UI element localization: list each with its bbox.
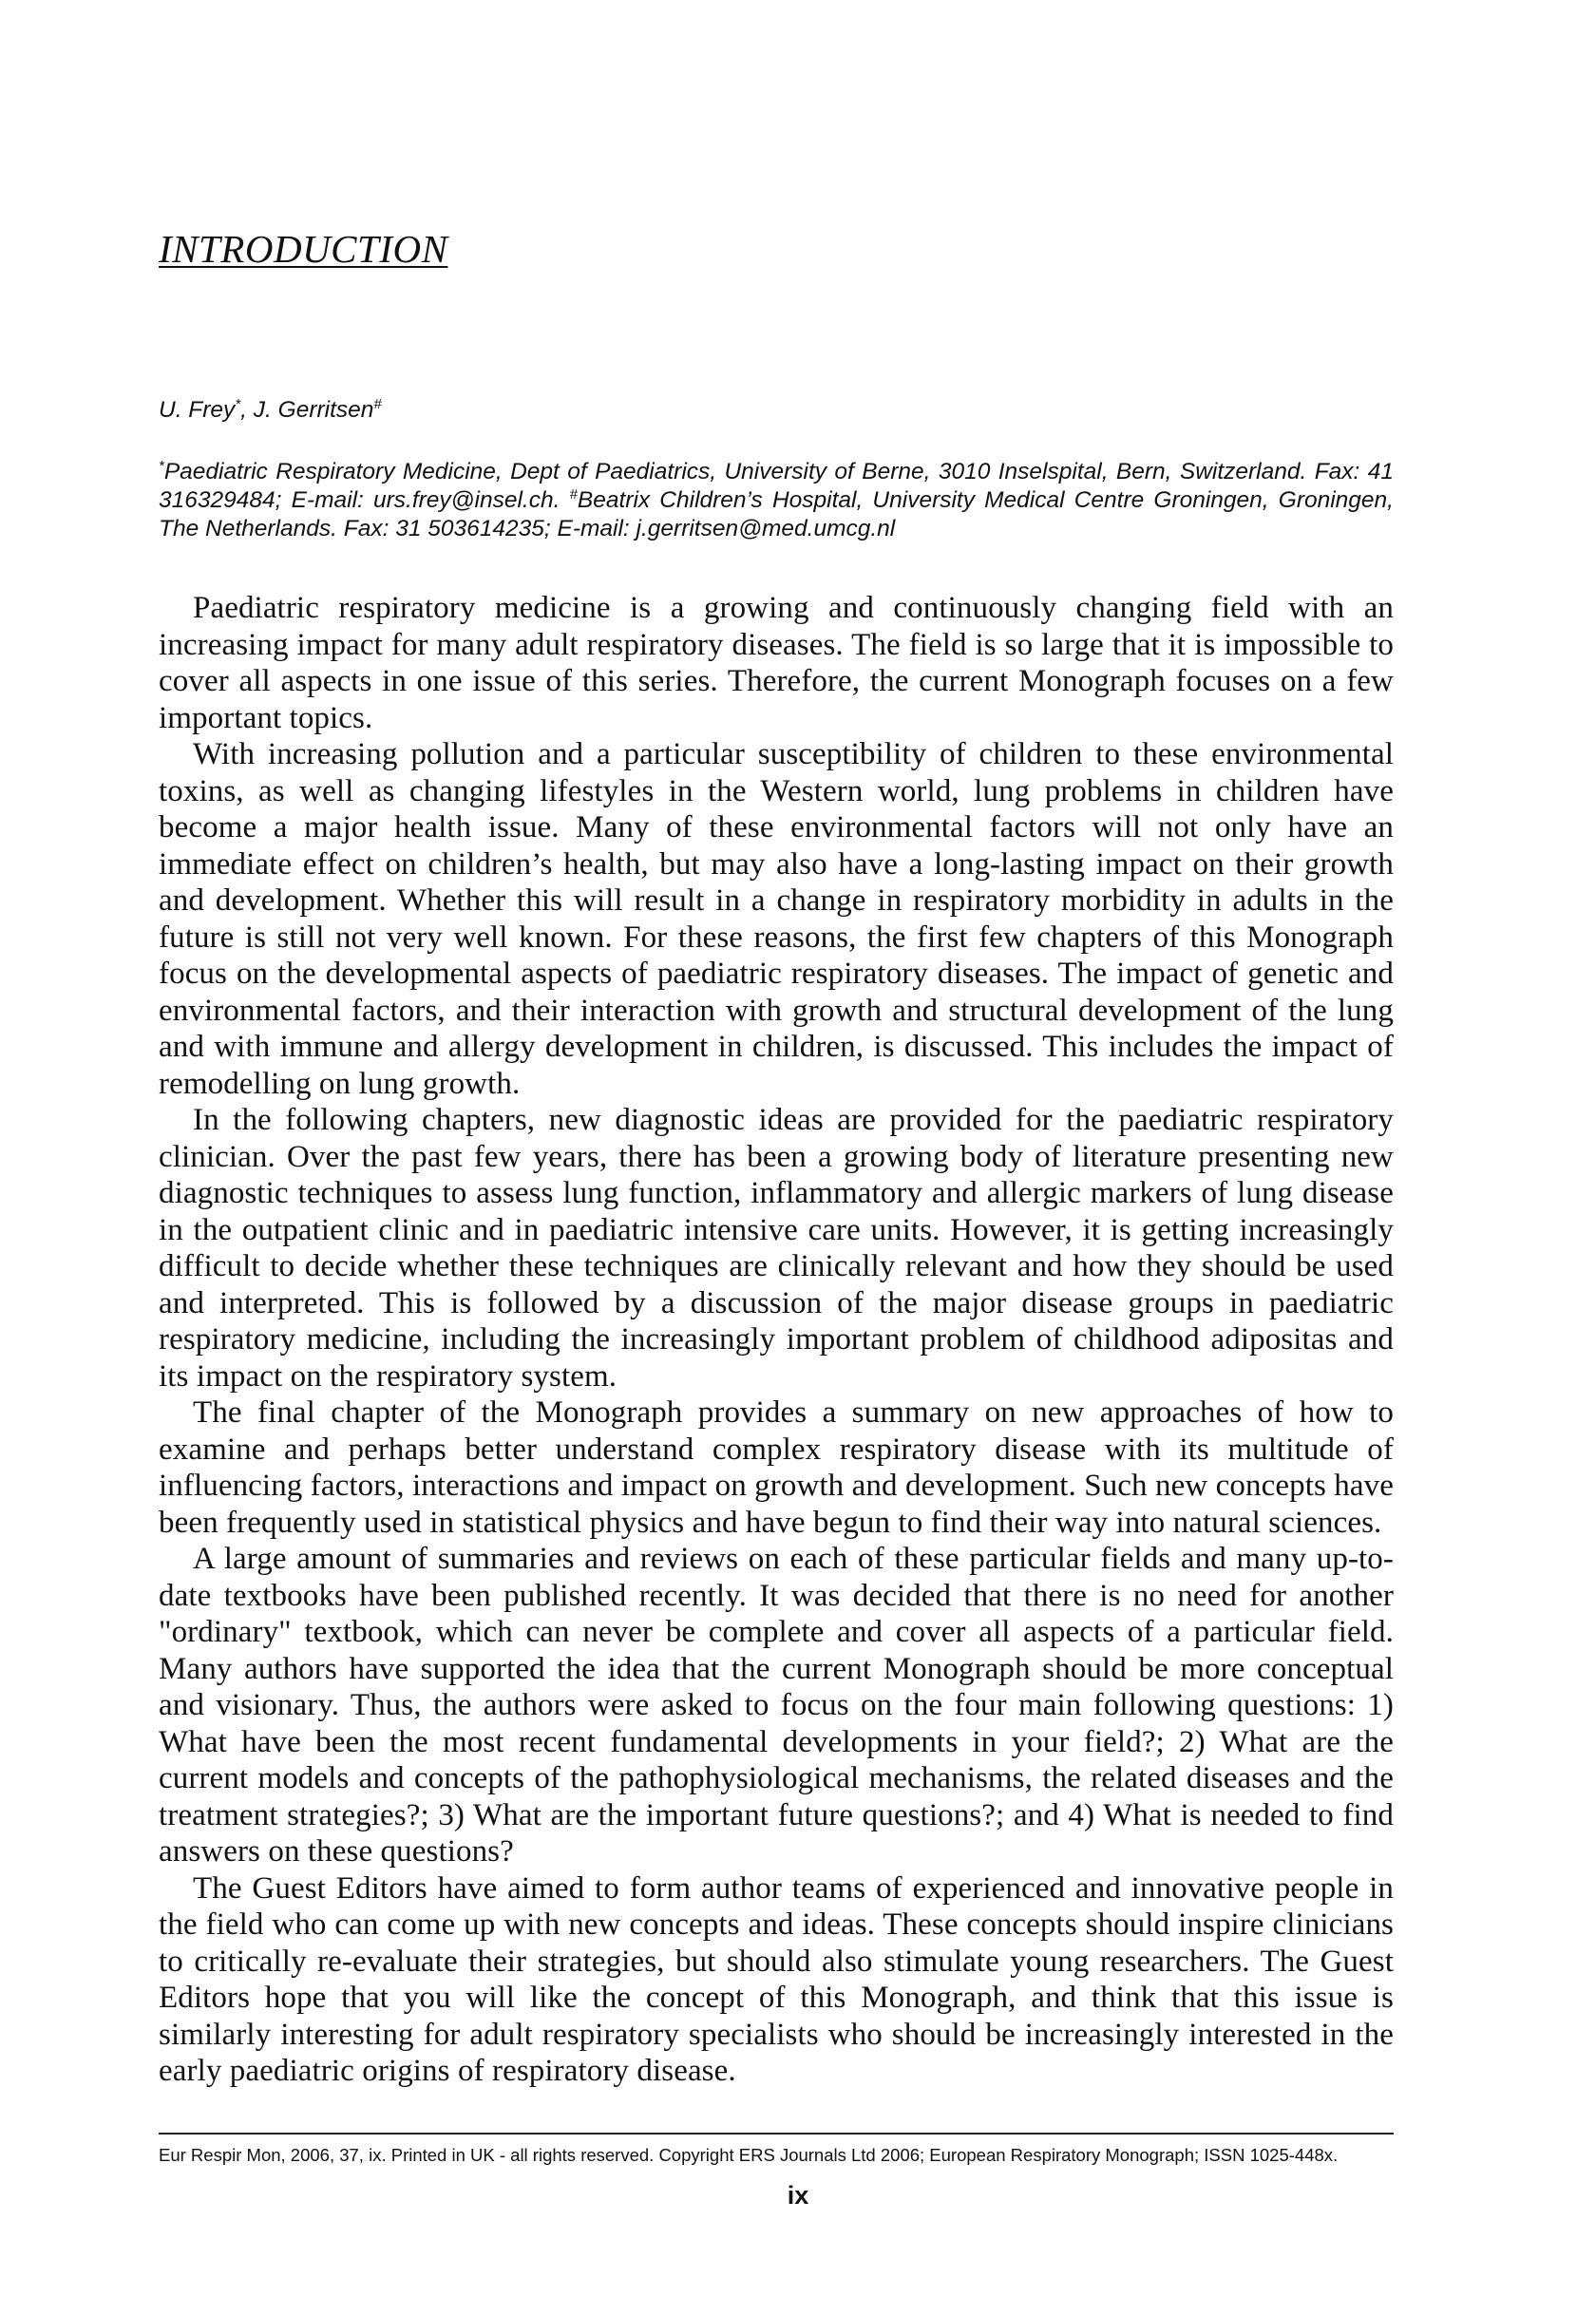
author-name: U. Frey xyxy=(159,397,236,423)
affiliation-text: Paediatric Respiratory Medicine, Dept of Paediatrics, University of Berne, 3010 Inselspital, Bern, Switzerland. Fax: 41 316329484; E-mail: urs.frey@insel.ch. xyxy=(159,459,1394,513)
footer-divider xyxy=(159,2133,1394,2135)
body-paragraph: With increasing pollution and a particular susceptibility of children to these environmental toxins, as well as changing lifestyles in the Western world, lung problems in children have become a major health issue. Many of these environmental factors will not only have an immediate effect on children’s health, but may also have a long-lasting impact on their growth and development. Whether this will result in a change in respiratory morbidity in adults in the future is still not very well known. For these reasons, the first few chapters of this Monograph focus on the developmental aspects of paediatric respiratory diseases. The impact of genetic and environmental factors, and their interaction with growth and structural development of the lung and with immune and allergy development in children, is discussed. This includes the impact of remodelling on lung growth. xyxy=(159,737,1394,1101)
page-number: ix xyxy=(787,2181,809,2210)
page-title: INTRODUCTION xyxy=(159,227,448,271)
author-mark: * xyxy=(235,396,241,412)
affiliation-text: Beatrix Children’s Hospital, University Medical Centre Groningen, Groningen, The Netherlands. Fax: 31 503614235; E-mail: j.gerritsen@med.umcg.nl xyxy=(159,487,1394,541)
author-separator: , xyxy=(240,397,254,423)
affiliation-mark: # xyxy=(569,486,578,503)
body-paragraph: In the following chapters, new diagnostic ideas are provided for the paediatric respiratory clinician. Over the past few years, there has been a growing body of literature presenting new diagnostic techniques to assess lung function, inflammatory and allergic markers of lung disease in the outpatient clinic and in paediatric intensive care units. However, it is getting increasingly difficult to decide whether these techniques are clinically relevant and how they should be used and interpreted. This is followed by a discussion of the major disease groups in paediatric respiratory medicine, including the increasingly important problem of childhood adipositas and its impact on the respiratory system. xyxy=(159,1103,1394,1394)
affiliation-mark: * xyxy=(159,458,164,474)
citation-footer: Eur Respir Mon, 2006, 37, ix. Printed in UK - all rights reserved. Copyright ERS Journals Ltd 2006; European Respiratory Monograph; ISSN 1025-448x. xyxy=(159,2145,1339,2165)
body-paragraph: The Guest Editors have aimed to form author teams of experienced and innovative people in the field who can come up with new concepts and ideas. These concepts should inspire clinicians to critically re-evaluate their strategies, but should also stimulate young researchers. The Guest Editors hope that you will like the concept of this Monograph, and think that this issue is similarly interesting for adult respiratory specialists who should be increasingly interested in the early paediatric origins of respiratory disease. xyxy=(159,1870,1394,2088)
body-paragraph: The final chapter of the Monograph provides a summary on new approaches of how to examine and perhaps better understand complex respiratory disease with its multitude of influencing factors, interactions and impact on growth and development. Such new concepts have been frequently used in statistical physics and have begun to find their way into natural sciences. xyxy=(159,1395,1394,1540)
author-mark: # xyxy=(373,396,382,412)
body-paragraph: Paediatric respiratory medicine is a growing and continuously changing field with an increasing impact for many adult respiratory diseases. The field is so large that it is impossible to cover all aspects in one issue of this series. Therefore, the current Monograph focuses on a few important topics. xyxy=(159,591,1394,735)
author-list xyxy=(159,397,382,424)
affiliations xyxy=(159,458,1394,543)
author-name: J. Gerritsen xyxy=(253,397,374,423)
body-text xyxy=(159,590,1394,2090)
body-paragraph: A large amount of summaries and reviews on each of these particular fields and many up-to-date textbooks have been published recently. It was decided that there is no need for another "ordinary" textbook, which can never be complete and cover all aspects of a particular field. Many authors have supported the idea that the current Monograph should be more conceptual and visionary. Thus, the authors were asked to focus on the four main following questions: 1) What have been the most recent fundamental developments in your field?; 2) What are the current models and concepts of the pathophysiological mechanisms, the related diseases and the treatment strategies?; 3) What are the important future questions?; and 4) What is needed to find answers on these questions? xyxy=(159,1542,1394,1869)
